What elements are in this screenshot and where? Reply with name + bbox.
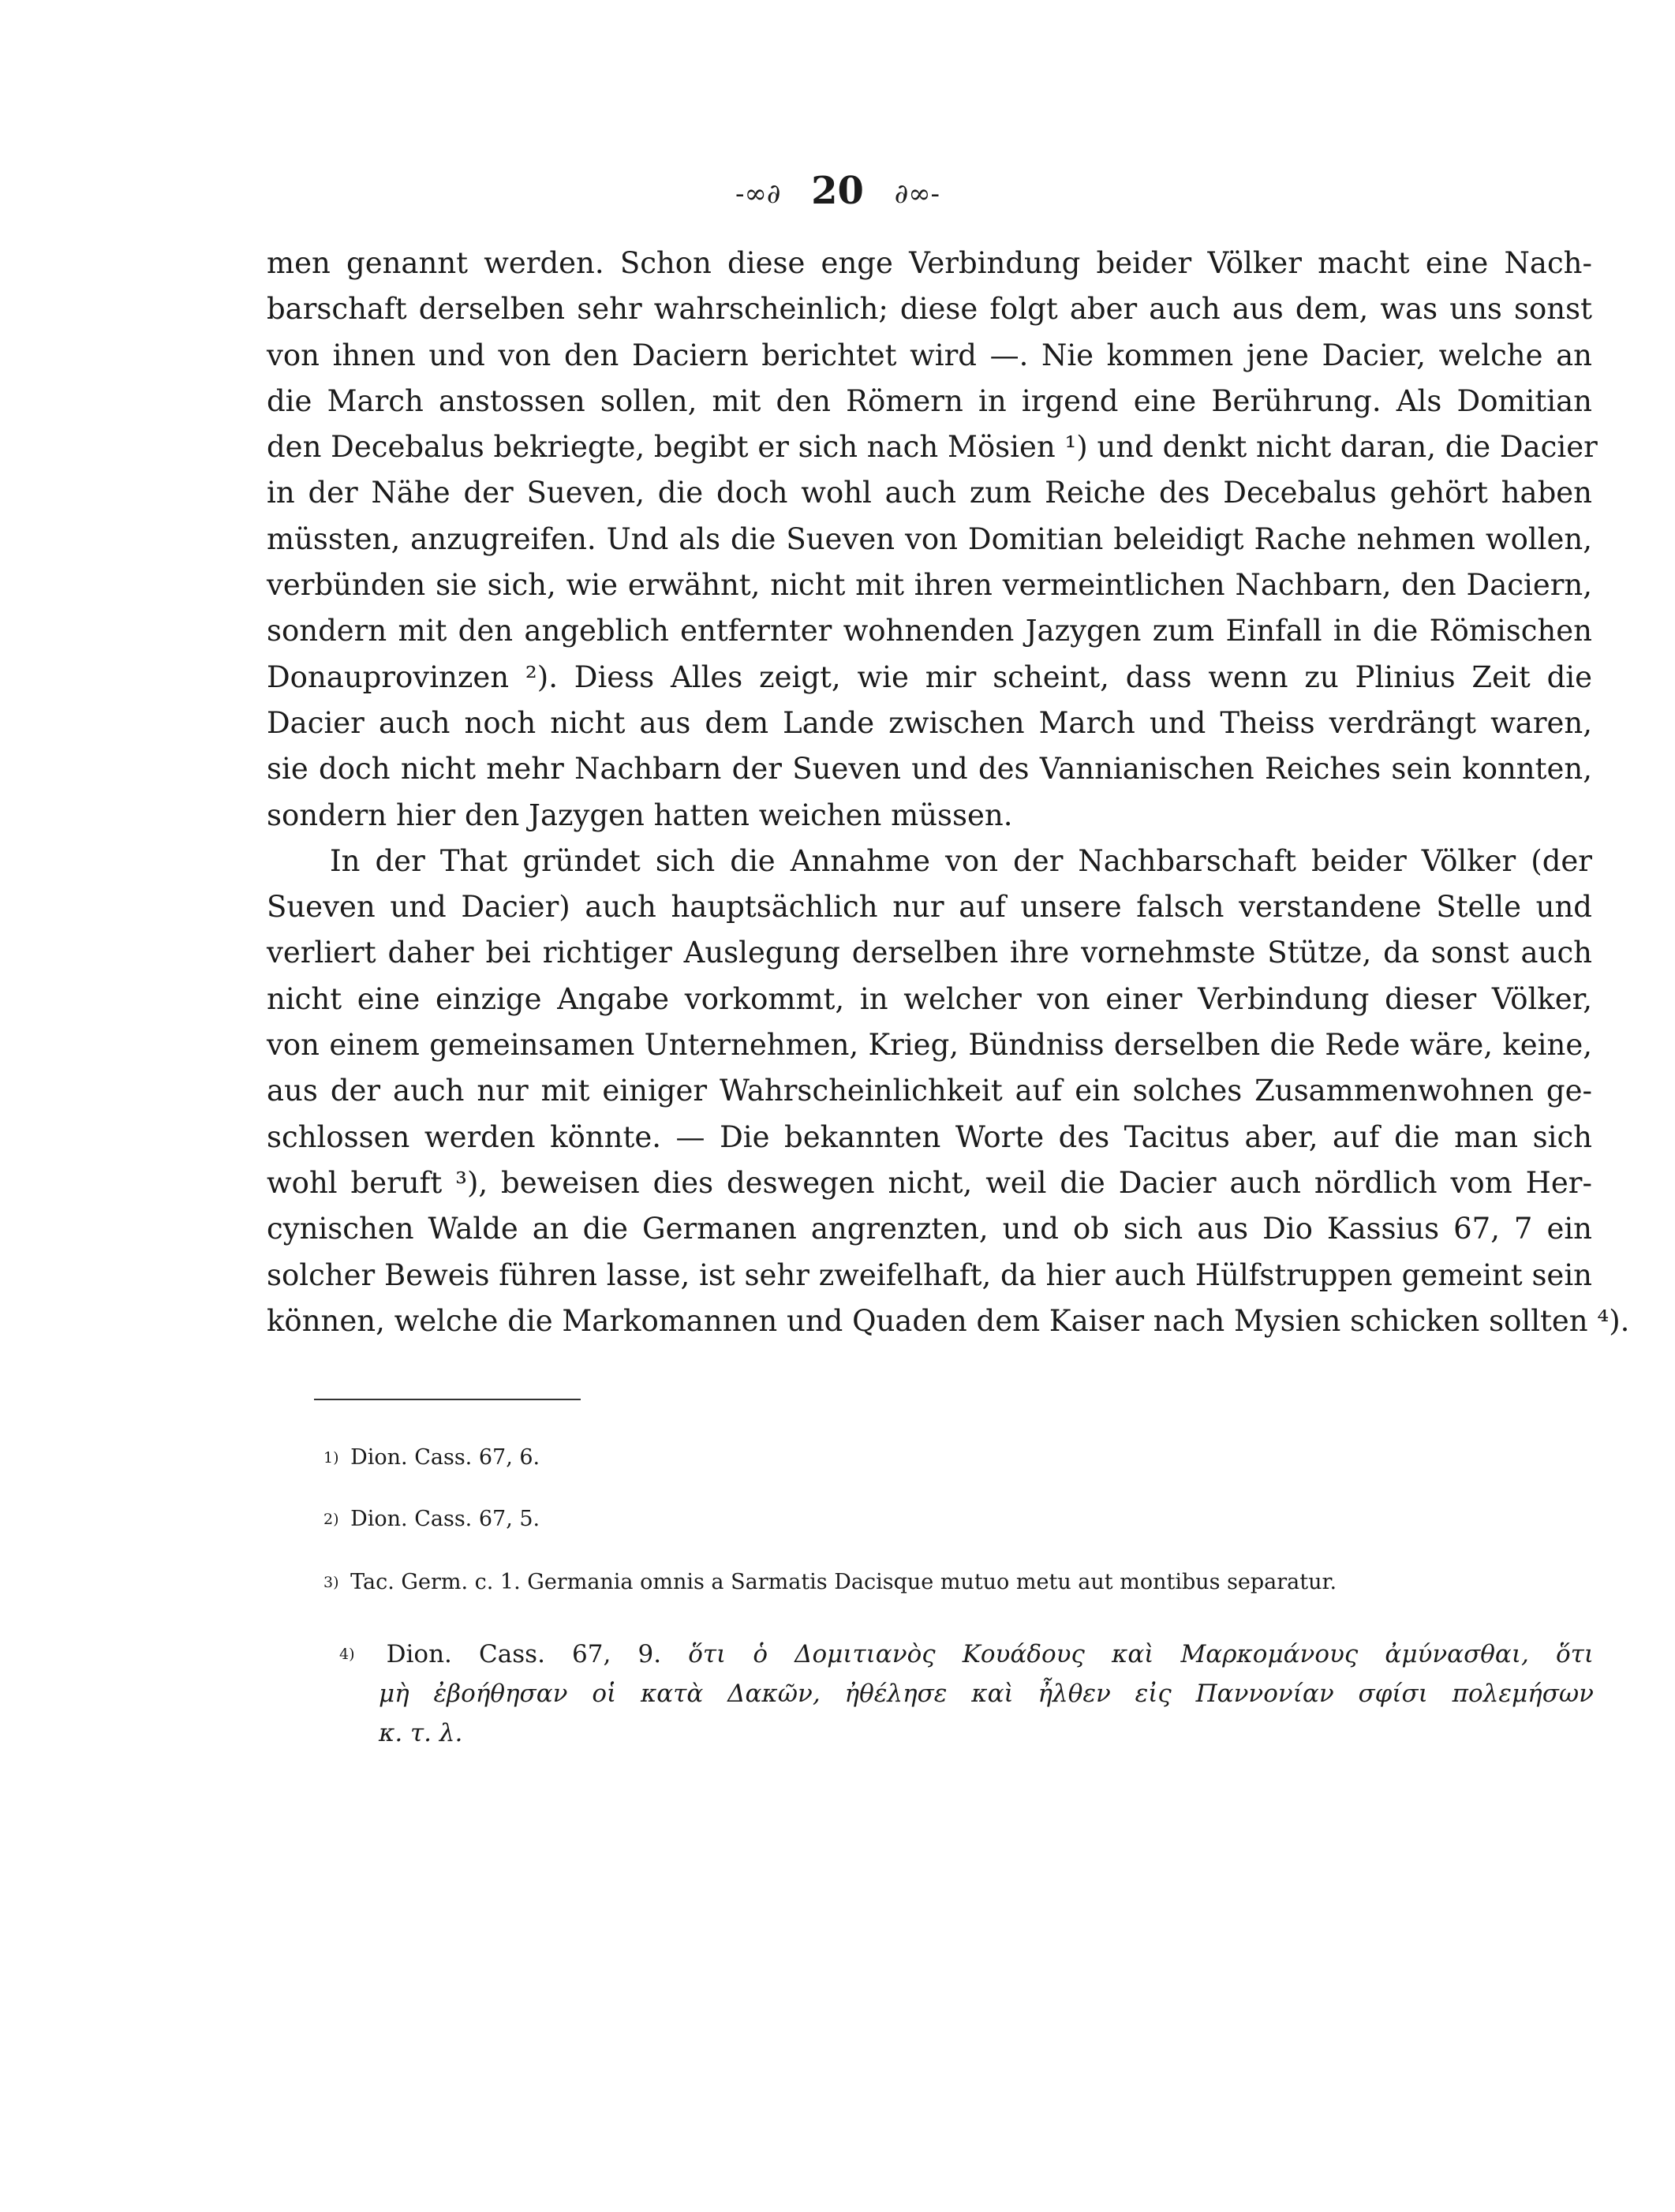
greek-quote: ὅτι ὁ Δομιτιανὸς Κουάδους καὶ Μαρκομάνους ἀμύνασθαι, ὅτι — [688, 1640, 1594, 1668]
footnote-3 — [323, 1567, 1337, 1598]
text-line: den Decebalus bekriegte, begibt er sich nach Mösien ¹) und denkt nicht daran, die Dacier — [267, 430, 1598, 465]
footnote-source: Dion. Cass. 67, 9. — [386, 1640, 662, 1668]
greek-quote-line: κ. τ. λ. — [379, 1719, 463, 1747]
text-line: verliert daher bei richtiger Auslegung derselben ihre vornehmste Stütze, da sonst auch — [267, 936, 1592, 970]
footnote-text: Dion. Cass. 67, 6. — [350, 1445, 540, 1470]
main-text — [267, 241, 1630, 1344]
footnote-text: Tac. Germ. c. 1. Germania omnis a Sarmatis Dacisque mutuo metu aut montibus separatur. — [350, 1570, 1337, 1594]
left-ornament-icon: -∞∂ — [735, 177, 781, 210]
footnote-4-line — [339, 1635, 1594, 1674]
text-line: Donauprovinzen ²). Diess Alles zeigt, wie mir scheint, dass wenn zu Plinius Zeit die — [267, 659, 1592, 694]
footnote-marker: 2) — [323, 1511, 339, 1528]
footnote-4 — [339, 1635, 1594, 1753]
page-number: 20 — [811, 169, 864, 213]
text-line: die March anstossen sollen, mit den Römern in irgend eine Berührung. Als Domitian — [267, 383, 1592, 418]
text-line: Sueven und Dacier) auch hauptsächlich nur auf unsere falsch verstandene Stelle und — [267, 890, 1592, 925]
footnote-marker: 3) — [323, 1574, 339, 1591]
text-line: verbünden sie sich, wie erwähnt, nicht mit ihren vermeintlichen Nachbarn, den Daciern, — [267, 568, 1592, 603]
page-header — [0, 167, 1675, 218]
footnote-text: Dion. Cass. 67, 5. — [350, 1507, 540, 1531]
text-line: nicht eine einzige Angabe vorkommt, in welcher von einer Verbindung dieser Völker, — [267, 981, 1592, 1016]
footnote-1 — [323, 1442, 540, 1474]
text-line: sondern mit den angeblich entfernter wohnenden Jazygen zum Einfall in die Römischen — [267, 614, 1592, 648]
footnote-divider — [314, 1399, 581, 1400]
greek-quote-line: μὴ ἐβοήθησαν οἱ κατὰ Δακῶν, ἠθέλησε καὶ ἦλθεν εἰς Παννονίαν σφίσι πολεμήσων — [379, 1680, 1594, 1708]
footnote-marker: 1) — [323, 1449, 339, 1467]
text-line: men genannt werden. Schon diese enge Verbindung beider Völker macht eine Nach- — [267, 246, 1592, 280]
footnote-marker: 4) — [339, 1646, 355, 1663]
text-line: müssten, anzugreifen. Und als die Sueven von Domitian beleidigt Rache nehmen wollen, — [267, 521, 1592, 556]
text-line: aus der auch nur mit einiger Wahrscheinlichkeit auf ein solches Zusammenwohnen ge- — [267, 1074, 1592, 1108]
footnote-2 — [323, 1504, 540, 1535]
text-line: Dacier auch noch nicht aus dem Lande zwischen March und Theiss verdrängt waren, — [267, 705, 1592, 740]
text-line: sondern hier den Jazygen hatten weichen müssen. — [267, 798, 1013, 832]
text-line: solcher Beweis führen lasse, ist sehr zweifelhaft, da hier auch Hülfstruppen gemeint sein — [267, 1257, 1592, 1292]
text-line: in der Nähe der Sueven, die doch wohl auch zum Reiche des Decebalus gehört haben — [267, 476, 1592, 510]
text-line: sie doch nicht mehr Nachbarn der Sueven und des Vannianischen Reiches sein konnten, — [267, 752, 1592, 787]
text-line: von einem gemeinsamen Unternehmen, Krieg, Bündniss derselben die Rede wäre, keine, — [267, 1028, 1592, 1063]
right-ornament-icon: ∂∞- — [894, 177, 940, 210]
text-line: barschaft derselben sehr wahrscheinlich; diese folgt aber auch aus dem, was uns sonst — [267, 292, 1592, 327]
text-line: cynischen Walde an die Germanen angrenzten, und ob sich aus Dio Kassius 67, 7 ein — [267, 1212, 1592, 1246]
text-line: können, welche die Markomannen und Quaden dem Kaiser nach Mysien schicken sollten ⁴). — [267, 1303, 1630, 1338]
text-line: schlossen werden könnte. — Die bekannten Worte des Tacitus aber, auf die man sich — [267, 1119, 1592, 1154]
text-line: von ihnen und von den Daciern berichtet wird —. Nie kommen jene Dacier, welche an — [267, 338, 1592, 372]
paragraph-start-line: In der That gründet sich die Annahme von der Nachbarschaft beider Völker (der — [330, 843, 1592, 878]
text-line: wohl beruft ³), beweisen dies deswegen nicht, weil die Dacier auch nördlich vom Her- — [267, 1165, 1592, 1200]
